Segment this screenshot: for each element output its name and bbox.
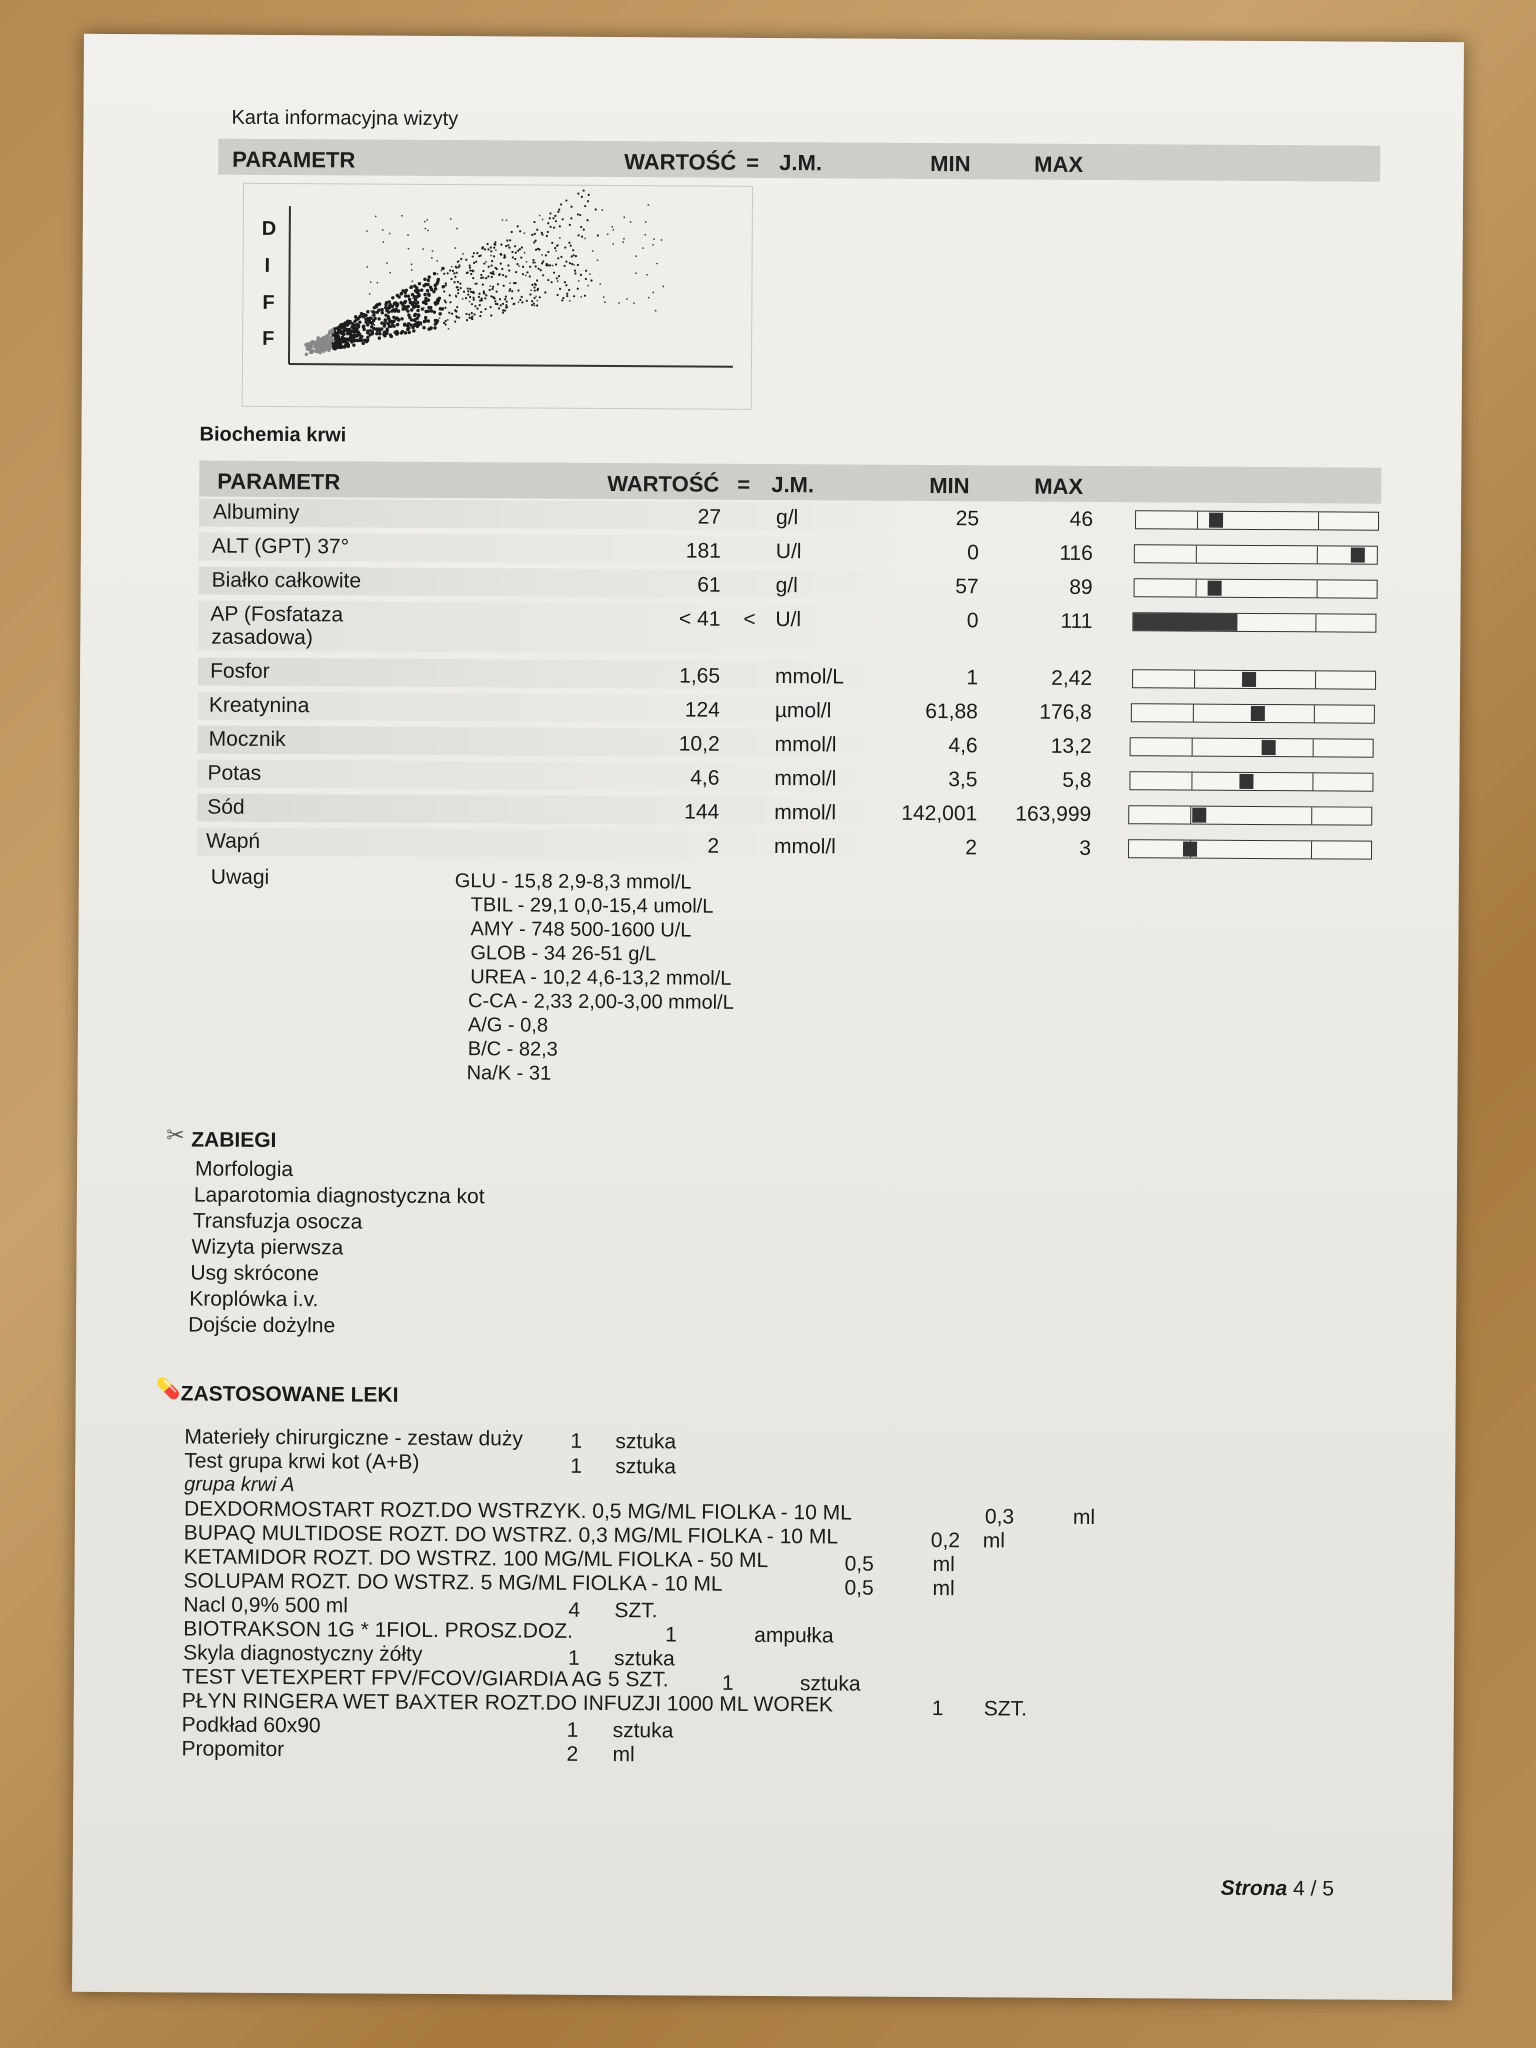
param-value: 27 bbox=[697, 505, 722, 529]
card-title: Karta informacyjna wizyty bbox=[231, 106, 459, 131]
med-unit: sztuka bbox=[614, 1647, 675, 1671]
range-bar bbox=[1128, 839, 1372, 859]
med-qty: 1 bbox=[570, 1429, 583, 1453]
range-tick-min bbox=[1195, 546, 1197, 563]
col-eq: = bbox=[737, 471, 751, 497]
diff-axis-d: D bbox=[261, 217, 277, 240]
param-unit: U/l bbox=[775, 608, 802, 632]
range-tick-max bbox=[1316, 546, 1318, 563]
range-tick-max bbox=[1316, 580, 1318, 597]
med-unit: ml bbox=[1072, 1505, 1096, 1530]
param-value: 181 bbox=[685, 539, 721, 563]
range-bar bbox=[1134, 578, 1378, 598]
range-tick-min bbox=[1191, 739, 1193, 756]
param-max: 116 bbox=[1059, 541, 1093, 565]
med-qty: 2 bbox=[566, 1742, 579, 1766]
note-line: A/G - 0,8 bbox=[467, 1014, 549, 1037]
diff-scatter-svg bbox=[243, 184, 752, 409]
med-unit: SZT. bbox=[614, 1599, 658, 1623]
med-qty: 0,3 bbox=[984, 1505, 1015, 1529]
param-min: 4,6 bbox=[948, 734, 978, 758]
param-max: 5,8 bbox=[1062, 768, 1092, 792]
med-name: Nacl 0,9% 500 ml bbox=[183, 1593, 349, 1618]
param-max: 13,2 bbox=[1050, 734, 1092, 758]
diff-axis-f2: F bbox=[262, 327, 275, 350]
range-tick-max bbox=[1315, 671, 1317, 688]
med-unit: ampułka bbox=[754, 1623, 834, 1648]
med-note: grupa krwi A bbox=[184, 1473, 295, 1497]
med-name: Propomitor bbox=[181, 1737, 285, 1762]
note-line: AMY - 748 500-1600 U/L bbox=[470, 918, 692, 942]
param-max: 163,999 bbox=[1015, 802, 1092, 826]
med-name: TEST VETEXPERT FPV/FCOV/GIARDIA AG 5 SZT. bbox=[181, 1665, 669, 1692]
range-bar bbox=[1135, 510, 1379, 530]
range-bar bbox=[1132, 669, 1376, 689]
range-marker bbox=[1262, 740, 1276, 755]
med-unit: sztuka bbox=[615, 1455, 677, 1479]
param-min: 25 bbox=[955, 507, 980, 531]
note-line: B/C - 82,3 bbox=[467, 1038, 558, 1061]
med-qty: 1 bbox=[721, 1671, 734, 1695]
procedure-item: Transfuzja osocza bbox=[192, 1209, 363, 1234]
page-number bbox=[1221, 1877, 1334, 1902]
med-unit: ml bbox=[982, 1529, 1006, 1553]
med-qty: 1 bbox=[665, 1623, 677, 1647]
med-name: Podkład 60x90 bbox=[181, 1713, 321, 1738]
procedure-item: Wizyta pierwsza bbox=[191, 1235, 344, 1260]
range-bar bbox=[1134, 544, 1378, 564]
param-name: Fosfor bbox=[210, 659, 270, 683]
procedure-item: Kroplówka i.v. bbox=[189, 1287, 319, 1312]
col-max: MAX bbox=[1034, 151, 1084, 177]
scissors-icon: ✂ bbox=[166, 1122, 185, 1148]
range-marker bbox=[1350, 548, 1364, 563]
param-unit: µmol/l bbox=[774, 699, 832, 723]
note-line: C-CA - 2,33 2,00-3,00 mmol/L bbox=[468, 990, 734, 1014]
procedure-item: Morfologia bbox=[194, 1157, 294, 1182]
param-max: 2,42 bbox=[1051, 666, 1093, 690]
diff-table-header bbox=[218, 139, 1380, 182]
note-line: TBIL - 29,1 0,0-15,4 umol/L bbox=[470, 894, 714, 918]
col-value: WARTOŚĆ bbox=[624, 149, 737, 175]
med-qty: 0,5 bbox=[844, 1576, 874, 1600]
med-name: BUPAQ MULTIDOSE ROZT. DO WSTRZ. 0,3 MG/ML FIOLKA - 10 ML bbox=[183, 1521, 839, 1549]
med-unit: sztuka bbox=[799, 1672, 861, 1696]
range-tick-max bbox=[1313, 705, 1315, 722]
range-tick-min bbox=[1191, 773, 1193, 790]
range-bar bbox=[1131, 703, 1375, 723]
param-unit: g/l bbox=[775, 574, 798, 598]
param-name: Mocznik bbox=[208, 727, 286, 752]
col-max: MAX bbox=[1034, 473, 1084, 499]
param-value: 61 bbox=[697, 573, 721, 597]
param-value: 4,6 bbox=[690, 766, 720, 790]
param-max: 46 bbox=[1069, 507, 1094, 531]
param-value: 1,65 bbox=[679, 664, 721, 688]
range-tick-min bbox=[1196, 512, 1198, 529]
biochem-table-header bbox=[199, 461, 1381, 504]
page-num: 4 bbox=[1292, 1877, 1305, 1901]
med-name: Materiełу chirurgiczne - zestaw duży bbox=[184, 1425, 523, 1451]
pill-icon: 💊 bbox=[155, 1378, 181, 1401]
range-tick-max bbox=[1312, 773, 1314, 790]
range-marker bbox=[1242, 672, 1256, 687]
procedure-item: Usg skrócone bbox=[190, 1261, 319, 1286]
note-line: GLU - 15,8 2,9-8,3 mmol/L bbox=[454, 870, 692, 894]
param-max: 3 bbox=[1079, 836, 1092, 860]
param-value: 2 bbox=[707, 834, 720, 858]
param-unit: mmol/l bbox=[774, 767, 837, 791]
range-tick-max bbox=[1312, 739, 1314, 756]
range-marker bbox=[1207, 581, 1221, 596]
param-unit: mmol/l bbox=[774, 733, 837, 757]
med-qty: 0,2 bbox=[930, 1529, 961, 1553]
note-line: GLOB - 34 26-51 g/L bbox=[470, 942, 657, 966]
med-unit: SZT. bbox=[983, 1697, 1028, 1721]
param-value: 10,2 bbox=[678, 732, 720, 756]
med-unit: sztuka bbox=[612, 1719, 674, 1743]
col-eq: = bbox=[746, 149, 760, 175]
med-qty: 1 bbox=[568, 1646, 580, 1670]
med-name: Test grupa krwi kot (A+B) bbox=[184, 1449, 420, 1474]
param-min: 0 bbox=[967, 541, 979, 565]
page-total: / 5 bbox=[1310, 1877, 1335, 1901]
range-bar bbox=[1129, 771, 1373, 791]
param-value: 124 bbox=[684, 698, 720, 722]
range-tick-min bbox=[1195, 580, 1197, 597]
med-qty: 1 bbox=[566, 1718, 579, 1742]
param-unit: mmol/l bbox=[774, 801, 837, 825]
param-name: Potas bbox=[207, 761, 262, 785]
procedure-item: Dojście dożylne bbox=[188, 1313, 336, 1338]
param-max: 111 bbox=[1060, 609, 1093, 633]
param-min: 142,001 bbox=[901, 801, 978, 826]
range-marker bbox=[1251, 706, 1265, 721]
col-min: MIN bbox=[929, 472, 970, 499]
diff-axis-f1: F bbox=[262, 291, 275, 314]
param-unit: U/l bbox=[775, 540, 802, 564]
diff-scatter-plot bbox=[242, 183, 753, 410]
range-tick-max bbox=[1311, 807, 1313, 824]
param-name-cont: zasadowa) bbox=[211, 625, 313, 650]
range-bar bbox=[1132, 612, 1376, 632]
param-min: 1 bbox=[966, 666, 979, 690]
param-flag: < bbox=[743, 607, 756, 631]
col-min: MIN bbox=[930, 150, 971, 177]
param-max: 176,8 bbox=[1039, 700, 1092, 724]
param-value: < 41 bbox=[678, 607, 721, 631]
med-name: PŁYN RINGERA WET BAXTER ROZT.DO INFUZJI 1000 ML WOREK bbox=[181, 1689, 833, 1717]
range-bar bbox=[1128, 805, 1372, 825]
med-unit: ml bbox=[932, 1577, 955, 1601]
range-tick-max bbox=[1315, 614, 1317, 631]
procedure-item: Laparotomia diagnostyczna kot bbox=[193, 1183, 485, 1209]
med-qty: 4 bbox=[568, 1598, 581, 1622]
param-name: Kreatynina bbox=[208, 693, 310, 718]
page-label: Strona bbox=[1220, 1876, 1288, 1901]
med-name: Skyla diagnostyczny żółty bbox=[183, 1641, 423, 1666]
param-unit: g/l bbox=[775, 506, 799, 530]
param-name: AP (Fosfataza bbox=[210, 602, 344, 627]
param-name: Wapń bbox=[205, 829, 261, 853]
document-page bbox=[72, 34, 1464, 2000]
col-param: PARAMETR bbox=[217, 468, 341, 495]
med-name: SOLUPAM ROZT. DO WSTRZ. 5 MG/ML FIOLKA - 10 ML bbox=[183, 1569, 723, 1596]
param-min: 0 bbox=[966, 609, 979, 633]
param-name: Białko całkowite bbox=[211, 568, 362, 593]
med-qty: 1 bbox=[570, 1454, 583, 1478]
param-value: 144 bbox=[684, 800, 720, 824]
range-marker bbox=[1182, 842, 1196, 857]
col-param: PARAMETR bbox=[232, 146, 356, 173]
med-name: DEXDORMOSTART ROZT.DO WSTRZYK. 0,5 MG/ML FIOLKA - 10 ML bbox=[183, 1497, 852, 1525]
notes-label: Uwagi bbox=[210, 865, 270, 889]
note-line: UREA - 10,2 4,6-13,2 mmol/L bbox=[470, 966, 732, 990]
med-qty: 0,5 bbox=[844, 1552, 874, 1576]
med-unit: sztuka bbox=[615, 1430, 677, 1454]
param-min: 2 bbox=[965, 836, 978, 860]
param-min: 3,5 bbox=[948, 768, 978, 792]
range-tick-min bbox=[1192, 705, 1194, 722]
range-tick-min bbox=[1190, 807, 1192, 824]
biochem-title: Biochemia krwi bbox=[199, 423, 347, 447]
col-unit: J.M. bbox=[779, 150, 823, 176]
param-unit: mmol/L bbox=[775, 665, 845, 689]
med-name: KETAMIDOR ROZT. DO WSTRZ. 100 MG/ML FIOLKA - 50 ML bbox=[183, 1545, 769, 1573]
param-min: 61,88 bbox=[925, 699, 978, 724]
param-max: 89 bbox=[1069, 575, 1093, 599]
param-unit: mmol/l bbox=[773, 835, 836, 859]
range-tick-max bbox=[1317, 512, 1319, 529]
med-qty: 1 bbox=[931, 1697, 944, 1721]
col-value: WARTOŚĆ bbox=[607, 471, 720, 497]
range-marker bbox=[1240, 774, 1254, 789]
range-marker bbox=[1192, 808, 1206, 823]
range-tick-min bbox=[1194, 671, 1196, 688]
note-line: Na/K - 31 bbox=[466, 1062, 552, 1085]
range-tick-max bbox=[1310, 841, 1312, 858]
param-name: ALT (GPT) 37° bbox=[211, 534, 350, 559]
med-unit: ml bbox=[612, 1743, 635, 1767]
range-bar bbox=[1130, 737, 1374, 757]
param-name: Sód bbox=[207, 795, 245, 819]
range-marker bbox=[1209, 513, 1223, 528]
procedures-title: ZABIEGI bbox=[191, 1128, 277, 1152]
meds-title: ZASTOSOWANE LEKI bbox=[180, 1382, 399, 1407]
col-unit: J.M. bbox=[771, 472, 815, 498]
med-unit: ml bbox=[932, 1553, 955, 1577]
param-name: Albuminy bbox=[213, 500, 300, 525]
med-name: BIOTRAKSON 1G * 1FIOL. PROSZ.DOZ. bbox=[183, 1617, 574, 1643]
diff-axis-i: I bbox=[264, 254, 271, 277]
param-min: 57 bbox=[955, 575, 979, 599]
range-fill bbox=[1133, 613, 1237, 631]
